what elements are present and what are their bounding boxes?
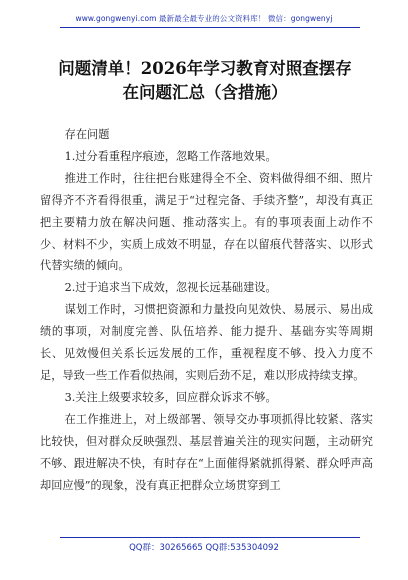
title-line-2: 在问题汇总（含措施） (122, 83, 288, 102)
item-heading-2: 2.过于追求当下成效，忽视长远基础建设。 (64, 281, 277, 295)
document-title (40, 57, 370, 105)
item-text-2: 谋划工作时，习惯把资源和力量投向见效快、易展示、易出成绩的事项，对制度完善、队伍培养、能力提升、基础夯实等周期长、见效慢但关系长远发展的工作，重视程度不够、投入力度不足，导致一些工作看似热闹，实则后劲不足，难以形成持续支撑。 (40, 303, 373, 382)
item-text-1: 推进工作时，往往把台账建得全不全、资料做得细不细、照片留得齐不齐看得很重，满足于“过程完备、手续齐整”，却没有真正把主要精力放在解决问题、推动落实上。有的事项表面上动作不少、材料不少，实质上成效不明显，存在以留痕代替落实、以形式代替实绩的倾向。 (40, 171, 373, 273)
footer-divider (60, 537, 360, 538)
page-header (0, 0, 408, 40)
header-text: www.gongwenyi.com 最新最全最专业的公文资料库！ 微信：gongwenyj (75, 14, 333, 23)
section-heading: 存在问题 (64, 128, 110, 141)
item-text-3: 在工作推进上，对上级部署、领导交办事项抓得比较紧、落实比较快，但对群众反映强烈、基层普遍关注的现实问题，主动研究不够、跟进解决不快，有时存在“上面催得紧就抓得紧、群众呼声高却回应慢”的现象，没有真正把群众立场贯穿到工 (40, 412, 373, 492)
footer-text: QQ群：30265665 QQ群:535304092 (129, 543, 279, 553)
page-footer (0, 537, 408, 577)
item-heading-3: 3.关注上级要求较多，回应群众诉求不够。 (64, 390, 277, 404)
title-line-1: 问题清单！2026年学习教育对照查摆存 (58, 59, 352, 78)
header-divider (60, 27, 360, 28)
document-body (40, 124, 373, 496)
item-heading-1: 1.过分看重程序痕迹，忽略工作落地效果。 (64, 149, 277, 163)
